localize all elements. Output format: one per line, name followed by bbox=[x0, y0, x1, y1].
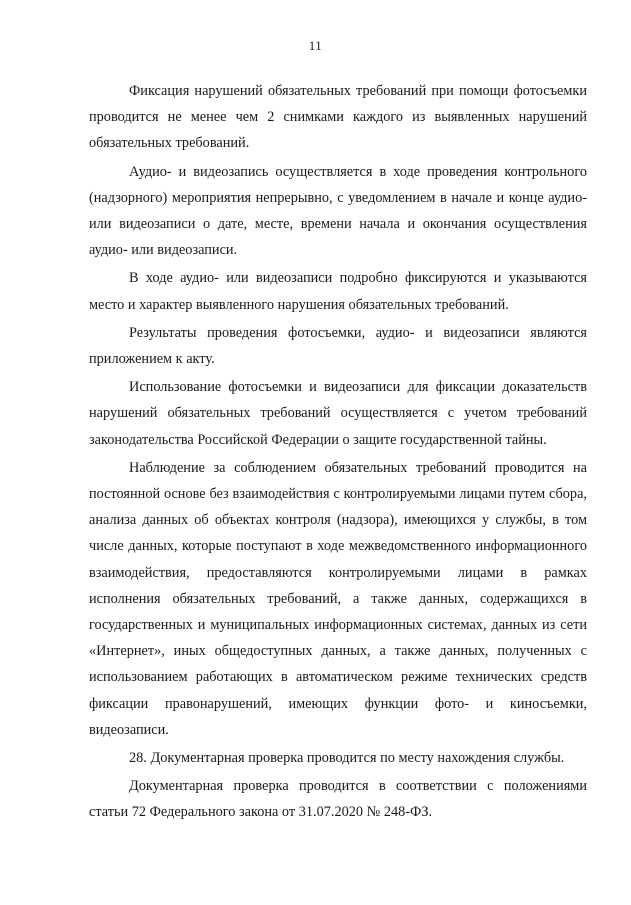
paragraph-photo-fixation: Фиксация нарушений обязательных требований при помощи фотосъемки проводится не менее чем 2 снимками каждого из выявленных нарушений обязательных требований. bbox=[89, 83, 587, 152]
paragraph-results-attachment: Результаты проведения фотосъемки, аудио- и видеозаписи являются приложением к акту. bbox=[89, 324, 587, 368]
paragraph-documentary-check-law: Документарная проверка проводится в соответствии с положениями статьи 72 Федерального закона от 31.07.2020 № 248-ФЗ. bbox=[89, 778, 587, 821]
paragraph-observation: Наблюдение за соблюдением обязательных требований проводится на постоянной основе без взаимодействия с контролируемыми лицами путем сбора, анализа данных об объектах контроля (надзора), имеющихся у службы, в том числе данных, которые поступают в ходе межведомственного информационного взаимодействия, предоставляются контролируемыми лицами в рамках исполнения обязательных требований, а также данных, содержащихся в государственных и муниципальных информационных системах, данных из сети «Интернет», иных общедоступных данных, а также данных, полученных с использованием работающих в автоматическом режиме технических средств фиксации правонарушений, имеющих функции фото- и киносъемки, видеозаписи. bbox=[89, 459, 587, 738]
paragraph-recording-details: В ходе аудио- или видеозаписи подробно фиксируются и указываются место и характер выявленного нарушения обязательных требований. bbox=[89, 270, 587, 313]
paragraph-audio-video-recording: Аудио- и видеозапись осуществляется в ходе проведения контрольного (надзорного) мероприятия непрерывно, с уведомлением в начале и конце аудио- или видеозаписи о дате, месте, времени начала и окончания осуществления аудио- или видеозаписи. bbox=[89, 163, 587, 259]
document-body bbox=[89, 78, 587, 826]
paragraph-state-secret: Использование фотосъемки и видеозаписи для фиксации доказательств нарушений обязательных требований осуществляется с учетом требований законодательства Российской Федерации о защите государственной тайны. bbox=[89, 379, 587, 448]
page-number: 11 bbox=[308, 38, 323, 53]
paragraph-documentary-check-location: 28. Документарная проверка проводится по месту нахождения службы. bbox=[129, 750, 565, 767]
